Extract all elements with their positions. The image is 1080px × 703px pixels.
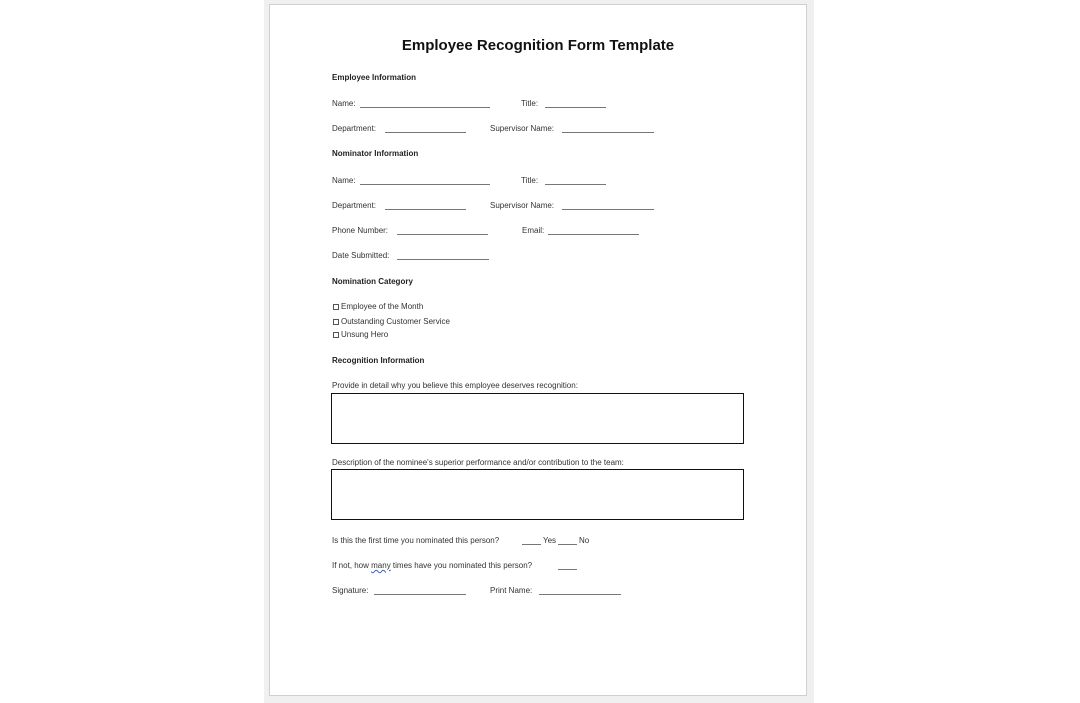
category-option[interactable] — [333, 330, 388, 339]
recognition-info-heading: Recognition Information — [332, 356, 425, 365]
how-many-field[interactable] — [558, 569, 577, 570]
nominator-name-field[interactable] — [360, 184, 490, 185]
nomination-category-heading: Nomination Category — [332, 277, 413, 286]
employee-name-field[interactable] — [360, 107, 490, 108]
signature-field[interactable] — [374, 594, 466, 595]
nominator-title-field[interactable] — [545, 184, 606, 185]
employee-department-field[interactable] — [385, 132, 466, 133]
nominator-phone-label: Phone Number: — [332, 226, 389, 235]
how-many-question — [332, 561, 532, 570]
print-name-field[interactable] — [539, 594, 621, 595]
signature-label: Signature: — [332, 586, 369, 595]
category-option[interactable] — [333, 317, 450, 326]
print-name-label: Print Name: — [490, 586, 533, 595]
checkbox-icon[interactable] — [333, 332, 339, 338]
checkbox-icon[interactable] — [333, 319, 339, 325]
nominator-supervisor-field[interactable] — [562, 209, 654, 210]
recognition-detail-textbox[interactable] — [331, 393, 744, 444]
performance-description-prompt: Description of the nominee's superior performance and/or contribution to the team: — [332, 458, 624, 467]
date-submitted-label: Date Submitted: — [332, 251, 390, 260]
recognition-detail-prompt: Provide in detail why you believe this employee deserves recognition: — [332, 381, 578, 390]
employee-department-label: Department: — [332, 124, 377, 133]
nominator-email-field[interactable] — [548, 234, 639, 235]
yes-answer-field[interactable] — [522, 544, 541, 545]
nominator-department-label: Department: — [332, 201, 377, 210]
employee-info-heading: Employee Information — [332, 73, 417, 82]
employee-title-field[interactable] — [545, 107, 606, 108]
checkbox-icon[interactable] — [333, 304, 339, 310]
first-time-question: Is this the first time you nominated this person? — [332, 536, 500, 545]
employee-supervisor-label: Supervisor Name: — [490, 124, 555, 133]
no-label: No — [579, 536, 590, 545]
nominator-department-field[interactable] — [385, 209, 466, 210]
how-many-word: many — [371, 561, 391, 570]
employee-supervisor-field[interactable] — [562, 132, 654, 133]
yes-label: Yes — [543, 536, 557, 545]
category-option[interactable] — [333, 302, 423, 311]
nominator-info-heading: Nominator Information — [332, 149, 419, 158]
category-option-label: Unsung Hero — [341, 330, 389, 339]
date-submitted-field[interactable] — [397, 259, 489, 260]
no-answer-field[interactable] — [558, 544, 577, 545]
employee-name-label: Name: — [332, 99, 356, 108]
nominator-name-label: Name: — [332, 176, 356, 185]
nominator-email-label: Email: — [522, 226, 545, 235]
employee-title-label: Title: — [521, 99, 539, 108]
nominator-supervisor-label: Supervisor Name: — [490, 201, 555, 210]
nominator-title-label: Title: — [521, 176, 539, 185]
category-option-label: Outstanding Customer Service — [341, 317, 450, 326]
how-many-suffix: times have you nominated this person? — [390, 561, 533, 570]
performance-description-textbox[interactable] — [331, 469, 744, 520]
how-many-prefix: If not, how — [332, 561, 372, 570]
form-title: Employee Recognition Form Template — [401, 37, 675, 54]
category-option-label: Employee of the Month — [341, 302, 424, 311]
nominator-phone-field[interactable] — [397, 234, 488, 235]
